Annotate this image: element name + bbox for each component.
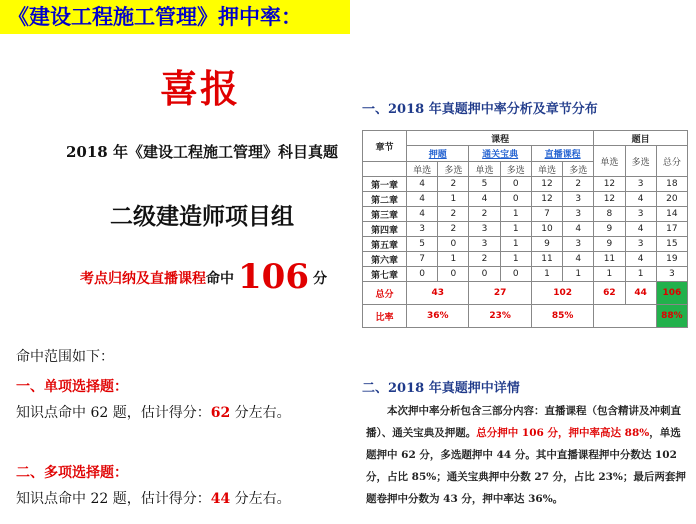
table-cell: 3	[625, 177, 656, 192]
hit-mid: 命中	[206, 271, 234, 287]
header-course: 课程	[407, 131, 594, 146]
header-group-yati: 押题	[407, 146, 469, 162]
table-cell: 3	[407, 222, 438, 237]
table-row	[363, 252, 688, 267]
table-cell: 12	[594, 192, 625, 207]
hit-rate-table	[362, 130, 688, 328]
table-cell: 14	[656, 207, 687, 222]
table-cell: 2	[563, 177, 594, 192]
rate-yati: 36%	[407, 305, 469, 328]
section1-title: 一、单项选择题：	[16, 379, 128, 395]
table-cell: 17	[656, 222, 687, 237]
sub-header: 多选	[500, 162, 531, 177]
table-cell: 18	[656, 177, 687, 192]
table-cell: 4	[563, 252, 594, 267]
table-cell: 20	[656, 192, 687, 207]
table-row	[363, 237, 688, 252]
section2-score: 44	[210, 491, 231, 507]
table-cell: 11	[531, 252, 562, 267]
hit-summary	[80, 252, 327, 297]
details-title: 二、2018 年真题押中详情	[362, 381, 520, 396]
sub-header: 多选	[438, 162, 469, 177]
table-cell: 1	[500, 252, 531, 267]
table-cell: 4	[625, 252, 656, 267]
table-row	[363, 267, 688, 282]
table-cell: 1	[500, 222, 531, 237]
table-cell: 2	[438, 222, 469, 237]
total-yati: 43	[407, 282, 469, 305]
table-cell: 4	[563, 222, 594, 237]
table-cell: 9	[531, 237, 562, 252]
scope-label: 命中范围如下：	[16, 349, 114, 365]
table-row	[363, 222, 688, 237]
hit-prefix: 考点归纳及直播课程	[80, 271, 206, 287]
section2-title: 二、多项选择题：	[16, 465, 128, 481]
analysis-title: 一、2018 年真题押中率分析及章节分布	[362, 102, 598, 117]
table-cell: 4	[469, 192, 500, 207]
details-paragraph: 本次押中率分析包含三部分内容：直播课程（包含精讲及冲刺直播）、通关宝典及押题。总分押中 106 分，押中率高达 88%，单选题押中 62 分，多选题押中 44 分。其中直播课程押中分数达 102 分，占比 85%；通关宝典押中分数 27 分，占比 23%；最后两套押题卷押中分数为 43 分，押中率达 36%。	[366, 405, 686, 505]
table-cell: 1	[500, 207, 531, 222]
rate-baodian: 23%	[469, 305, 531, 328]
details-highlight: 总分押中 106 分，押中率高达 88%	[476, 427, 650, 439]
total-label: 总分	[363, 282, 407, 305]
table-row	[363, 177, 688, 192]
table-cell: 3	[469, 237, 500, 252]
table-cell: 12	[531, 192, 562, 207]
section2-text: 知识点命中 22 题，估计得分：44 分左右。	[16, 491, 291, 507]
table-cell: 12	[594, 177, 625, 192]
chapter-label: 第五章	[363, 237, 407, 252]
table-cell: 1	[625, 267, 656, 282]
table-cell: 3	[625, 237, 656, 252]
header-q-single: 单选	[594, 146, 625, 177]
table-cell: 0	[500, 177, 531, 192]
total-score: 106	[656, 282, 687, 305]
table-cell: 1	[563, 267, 594, 282]
header-group-baodian: 通关宝典	[469, 146, 531, 162]
section1-text: 知识点命中 62 题，估计得分：62 分左右。	[16, 405, 291, 421]
table-cell: 9	[594, 222, 625, 237]
table-cell: 9	[594, 237, 625, 252]
chapter-label: 第六章	[363, 252, 407, 267]
table-cell: 1	[594, 267, 625, 282]
total-row	[363, 282, 688, 305]
rate-label: 比率	[363, 305, 407, 328]
exam-subject: 2018 年《建设工程施工管理》科目真题	[66, 143, 338, 161]
table-cell: 5	[407, 237, 438, 252]
table-cell: 5	[469, 177, 500, 192]
sub-header: 单选	[469, 162, 500, 177]
chapter-label: 第七章	[363, 267, 407, 282]
header-group-zhibo: 直播课程	[531, 146, 593, 162]
chapter-label: 第二章	[363, 192, 407, 207]
table-cell: 3	[469, 222, 500, 237]
table-cell: 0	[469, 267, 500, 282]
rate-row	[363, 305, 688, 328]
chapter-label: 第一章	[363, 177, 407, 192]
header-blank	[363, 162, 407, 177]
table-cell: 0	[438, 267, 469, 282]
table-cell: 1	[531, 267, 562, 282]
table-cell: 2	[438, 207, 469, 222]
headline: 喜报	[160, 67, 241, 111]
table-cell: 4	[407, 177, 438, 192]
sub-header: 单选	[407, 162, 438, 177]
sub-header: 多选	[563, 162, 594, 177]
total-single: 62	[594, 282, 625, 305]
total-baodian: 27	[469, 282, 531, 305]
total-zhibo: 102	[531, 282, 593, 305]
table-cell: 1	[438, 252, 469, 267]
total-multi: 44	[625, 282, 656, 305]
hit-unit: 分	[312, 271, 327, 287]
table-cell: 1	[438, 192, 469, 207]
table-cell: 4	[407, 207, 438, 222]
table-cell: 1	[500, 237, 531, 252]
table-cell: 2	[469, 252, 500, 267]
table-cell: 0	[500, 267, 531, 282]
table-cell: 19	[656, 252, 687, 267]
table-cell: 4	[407, 192, 438, 207]
hit-number: 106	[238, 257, 309, 297]
chapter-label: 第四章	[363, 222, 407, 237]
chapter-label: 第三章	[363, 207, 407, 222]
table-cell: 10	[531, 222, 562, 237]
table-cell: 3	[625, 207, 656, 222]
table-row	[363, 207, 688, 222]
table-cell: 0	[500, 192, 531, 207]
table-cell: 3	[563, 237, 594, 252]
header-q-multi: 多选	[625, 146, 656, 177]
table-cell: 3	[563, 207, 594, 222]
rate-blank	[594, 305, 656, 328]
rate-total: 88%	[656, 305, 687, 328]
table-cell: 4	[625, 192, 656, 207]
table-row	[363, 192, 688, 207]
table-cell: 2	[469, 207, 500, 222]
table-cell: 12	[531, 177, 562, 192]
table-cell: 7	[531, 207, 562, 222]
header-question: 题目	[594, 131, 688, 146]
table-cell: 4	[625, 222, 656, 237]
table-cell: 15	[656, 237, 687, 252]
header-chapter: 章节	[363, 131, 407, 162]
table-cell: 0	[407, 267, 438, 282]
project-group-title: 二级建造师项目组	[110, 204, 294, 230]
sub-header: 单选	[531, 162, 562, 177]
header-q-total: 总分	[656, 146, 687, 177]
table-cell: 3	[656, 267, 687, 282]
section1-score: 62	[210, 405, 231, 421]
page-banner: 《建设工程施工管理》押中率：	[0, 0, 350, 34]
table-cell: 3	[563, 192, 594, 207]
table-cell: 0	[438, 237, 469, 252]
table-cell: 8	[594, 207, 625, 222]
rate-zhibo: 85%	[531, 305, 593, 328]
table-cell: 11	[594, 252, 625, 267]
table-cell: 2	[438, 177, 469, 192]
table-cell: 7	[407, 252, 438, 267]
